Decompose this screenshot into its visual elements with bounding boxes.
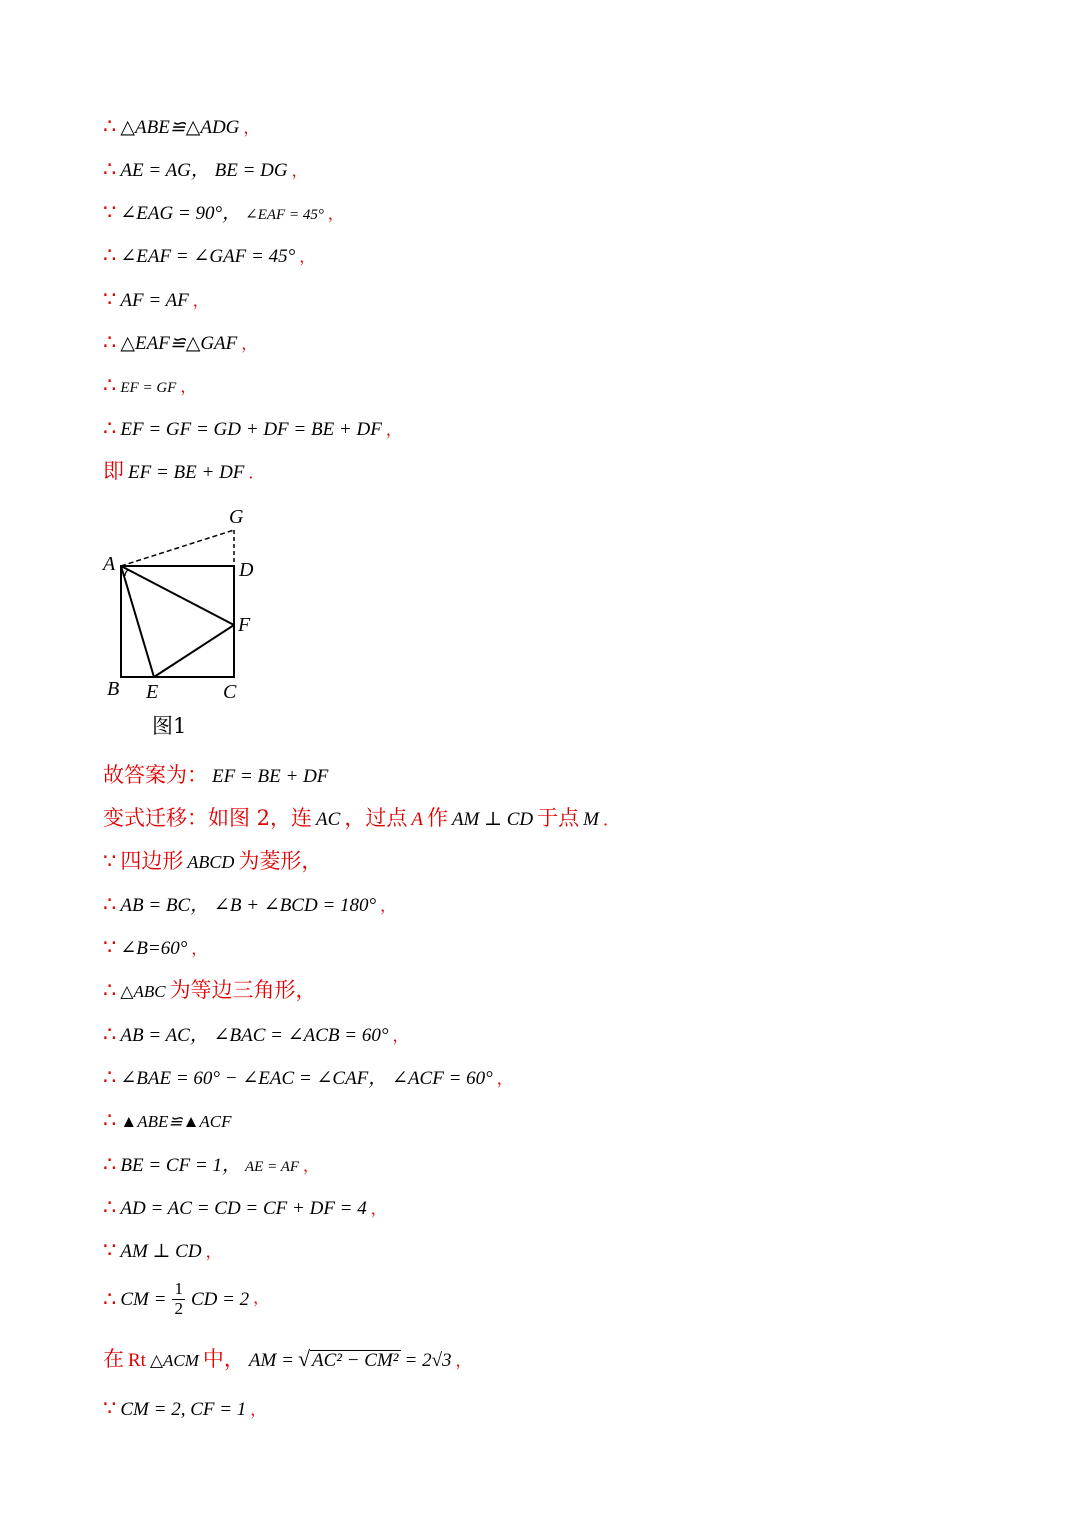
punctuation: ， bbox=[385, 422, 402, 439]
proof2-line-6 bbox=[103, 1067, 513, 1088]
math-expression: AM = bbox=[248, 1350, 294, 1371]
therefore-symbol: ∴ bbox=[103, 892, 117, 916]
variant-text: ，过点 bbox=[344, 806, 408, 830]
variant-text: 于点 bbox=[537, 806, 580, 830]
punctuation: ， bbox=[253, 1290, 270, 1308]
namely-word: 即 bbox=[103, 459, 124, 483]
rt-label: Rt bbox=[128, 1350, 146, 1371]
math-expression-small: AE = AF bbox=[245, 1159, 300, 1175]
proof-line-1 bbox=[103, 116, 259, 137]
proof-line-8 bbox=[103, 418, 402, 439]
numerator: 1 bbox=[174, 1279, 183, 1298]
math-expression: AE = AG， BE = DG bbox=[120, 160, 288, 181]
answer-line bbox=[103, 765, 328, 786]
proof2-line-3 bbox=[103, 937, 207, 958]
radicand: AC² − CM² bbox=[312, 1350, 399, 1371]
label-a: A bbox=[103, 553, 116, 575]
proof2-line-2 bbox=[103, 894, 396, 915]
angle-mark bbox=[125, 570, 128, 576]
segment-ae bbox=[121, 566, 154, 677]
answer-label: 故答案为： bbox=[103, 763, 208, 787]
therefore-symbol: ∴ bbox=[103, 1108, 117, 1132]
figure-1 bbox=[100, 500, 280, 745]
rt-triangle-line: 在 Rt △ACM 中， AM = √ AC² − CM² = 2√3 ， bbox=[103, 1346, 472, 1371]
text: 中， bbox=[202, 1347, 245, 1371]
because-symbol: ∵ bbox=[103, 200, 117, 224]
variant-var: AC bbox=[316, 809, 341, 830]
because-symbol: ∵ bbox=[103, 1238, 117, 1262]
denominator: 2 bbox=[174, 1298, 183, 1318]
text: 为等边三角形， bbox=[169, 978, 317, 1002]
answer-expression: EF = BE + DF bbox=[212, 766, 329, 787]
therefore-symbol: ∴ bbox=[103, 416, 117, 440]
punctuation: ． bbox=[248, 465, 265, 482]
proof-line-7 bbox=[103, 375, 196, 396]
label-d: D bbox=[239, 559, 254, 581]
math-expression: EF = GF = GD + DF = BE + DF bbox=[120, 419, 382, 440]
variant-text: 变式迁移：如图 2，连 bbox=[103, 806, 313, 830]
punctuation: ， bbox=[370, 1201, 387, 1218]
therefore-symbol: ∴ bbox=[103, 1195, 117, 1219]
proof-line-9 bbox=[103, 461, 264, 482]
math-expression: EF = BE + DF bbox=[128, 462, 245, 483]
therefore-symbol: ∴ bbox=[103, 978, 117, 1002]
proof2-line-5 bbox=[103, 1024, 408, 1045]
punctuation: ， bbox=[496, 1071, 513, 1088]
punctuation: ， bbox=[180, 379, 197, 396]
math-expression: AF = AF bbox=[120, 290, 189, 311]
variant-text: 作 bbox=[426, 806, 448, 830]
punctuation: ， bbox=[380, 898, 397, 915]
math-expression-small: ∠EAF = 45° bbox=[245, 207, 324, 223]
math-expression: ∠EAG = 90°， bbox=[120, 203, 242, 224]
proof2-line-8 bbox=[103, 1154, 319, 1175]
punctuation: ， bbox=[250, 1402, 267, 1419]
punctuation: ， bbox=[241, 336, 258, 353]
therefore-symbol: ∴ bbox=[103, 1022, 117, 1046]
therefore-symbol: ∴ bbox=[103, 1286, 117, 1311]
therefore-symbol: ∴ bbox=[103, 1065, 117, 1089]
dashed-line-ag bbox=[121, 530, 234, 566]
math-expression: AB = AC， ∠BAC = ∠ACB = 60° bbox=[120, 1025, 389, 1046]
math-expression: = 2√3 bbox=[404, 1350, 452, 1371]
proof-line-3 bbox=[103, 202, 344, 223]
proof2-line-cm bbox=[103, 1280, 269, 1318]
label-c: C bbox=[223, 681, 237, 703]
because-symbol: ∵ bbox=[103, 849, 117, 873]
proof-line-2 bbox=[103, 159, 308, 180]
variant-var: M bbox=[583, 809, 599, 830]
math-expression: AB = BC， ∠B + ∠BCD = 180° bbox=[120, 895, 377, 916]
math-expression: ∠BAE = 60° − ∠EAC = ∠CAF， ∠ACF = 60° bbox=[120, 1068, 493, 1089]
punctuation: ， bbox=[291, 163, 308, 180]
math-expression: AM ⊥ CD bbox=[120, 1241, 202, 1262]
figure-caption bbox=[152, 716, 186, 737]
because-symbol: ∵ bbox=[103, 287, 117, 311]
therefore-symbol: ∴ bbox=[103, 243, 117, 267]
punctuation: ， bbox=[192, 293, 209, 310]
proof2-line-7 bbox=[103, 1110, 236, 1131]
math-expression: △ACM bbox=[149, 1351, 199, 1370]
punctuation: ， bbox=[243, 120, 260, 137]
punctuation: ， bbox=[191, 941, 208, 958]
proof2-line-9 bbox=[103, 1197, 387, 1218]
label-e: E bbox=[146, 681, 159, 703]
variant-line bbox=[103, 808, 619, 829]
proof2-line-4 bbox=[103, 980, 317, 1001]
punctuation: ， bbox=[392, 1028, 409, 1045]
text: 四边形 bbox=[120, 849, 184, 873]
therefore-symbol: ∴ bbox=[103, 114, 117, 138]
variant-var: A bbox=[411, 809, 423, 830]
proof-line-5 bbox=[103, 289, 209, 310]
math-expression: AD = AC = CD = CF + DF = 4 bbox=[120, 1198, 367, 1219]
therefore-symbol: ∴ bbox=[103, 157, 117, 181]
because-symbol: ∵ bbox=[103, 1396, 117, 1420]
geometry-diagram bbox=[100, 500, 280, 740]
label-b: B bbox=[107, 678, 120, 700]
punctuation: ． bbox=[602, 812, 619, 829]
proof-line-6 bbox=[103, 332, 257, 353]
variant-var: AM ⊥ CD bbox=[451, 809, 534, 830]
segment-af bbox=[121, 566, 234, 625]
math-expression: △ABC bbox=[120, 982, 166, 1001]
math-expression: △EAF≌△GAF bbox=[120, 333, 238, 354]
punctuation: ， bbox=[205, 1244, 222, 1261]
proof2-line-10 bbox=[103, 1240, 222, 1261]
math-expression: ∠EAF = ∠GAF = 45° bbox=[120, 246, 296, 267]
math-expression: CD = 2 bbox=[190, 1288, 250, 1310]
punctuation: ， bbox=[455, 1353, 472, 1370]
math-expression: CM = bbox=[120, 1288, 167, 1310]
text: 为菱形， bbox=[238, 849, 323, 873]
math-expression: ABCD bbox=[187, 852, 235, 872]
math-expression: BE = CF = 1， bbox=[120, 1155, 242, 1176]
proof2-line-1 bbox=[103, 851, 322, 872]
segment-ef bbox=[154, 625, 234, 677]
math-expression: ∠B=60° bbox=[120, 938, 188, 959]
math-expression: EF = GF bbox=[120, 380, 177, 396]
proof-line-4 bbox=[103, 245, 315, 266]
therefore-symbol: ∴ bbox=[103, 373, 117, 397]
punctuation: ， bbox=[327, 206, 344, 223]
last-line bbox=[103, 1398, 266, 1419]
therefore-symbol: ∴ bbox=[103, 1152, 117, 1176]
label-g: G bbox=[229, 506, 244, 528]
therefore-symbol: ∴ bbox=[103, 330, 117, 354]
text: 在 bbox=[103, 1347, 124, 1371]
punctuation: ， bbox=[303, 1158, 320, 1175]
fraction-one-half bbox=[172, 1280, 185, 1318]
punctuation: ， bbox=[299, 249, 316, 266]
label-f: F bbox=[238, 614, 251, 636]
math-expression: △ABE≌△ADG bbox=[120, 117, 240, 138]
because-symbol: ∵ bbox=[103, 935, 117, 959]
math-expression: CM = 2, CF = 1 bbox=[120, 1399, 247, 1420]
caption-text: 图1 bbox=[152, 714, 187, 738]
math-expression: ▲ABE≌▲ACF bbox=[120, 1112, 232, 1131]
